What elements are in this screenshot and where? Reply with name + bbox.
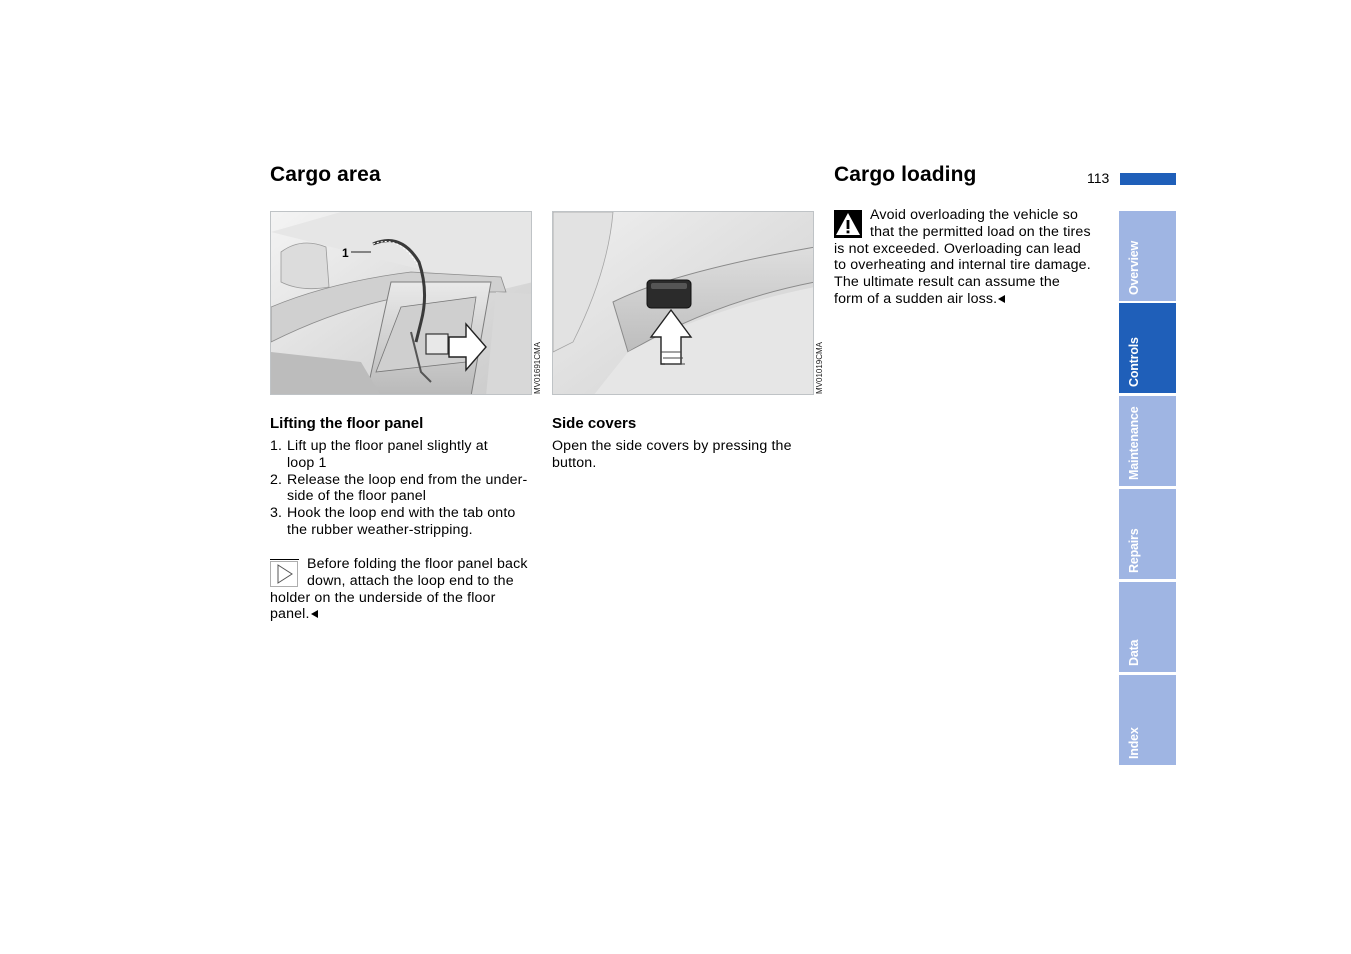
heading-lifting-floor-panel: Lifting the floor panel xyxy=(270,415,424,432)
paragraph-line: button. xyxy=(552,454,597,471)
tab-data[interactable] xyxy=(1119,582,1176,672)
warning-line: form of a sudden air loss. xyxy=(834,290,998,307)
note-line: holder on the underside of the floor xyxy=(270,589,496,606)
lifting-steps-list xyxy=(270,438,545,539)
note-line: down, attach the loop end to the xyxy=(307,572,514,589)
section-title-cargo-loading: Cargo loading xyxy=(834,163,977,186)
list-item xyxy=(270,438,545,472)
warning-line: is not exceeded. Overloading can lead xyxy=(834,240,1081,257)
figure-floor-panel-loop xyxy=(270,211,532,395)
step-text: loop 1 xyxy=(287,454,327,471)
tab-label: Index xyxy=(1127,727,1141,759)
tab-label: Overview xyxy=(1127,241,1141,295)
step-text: the rubber weather-stripping. xyxy=(287,521,473,538)
side-cover-illustration xyxy=(553,212,814,395)
floor-panel-illustration xyxy=(271,212,532,395)
list-item xyxy=(270,472,545,506)
note-text xyxy=(270,556,550,623)
end-mark-icon xyxy=(998,295,1005,303)
tab-label: Controls xyxy=(1127,337,1141,387)
warning-line: Avoid overloading the vehicle so xyxy=(870,207,1079,223)
figure-code-2: MV01019CMA xyxy=(815,341,824,394)
warning-line: to overheating and internal tire damage. xyxy=(834,257,1091,274)
tab-repairs[interactable] xyxy=(1119,489,1176,579)
step-number: 2. xyxy=(270,471,283,488)
step-number: 1. xyxy=(270,438,283,454)
step-text: side of the floor panel xyxy=(287,488,427,505)
page-number: 113 xyxy=(1087,170,1110,186)
step-text: Hook the loop end with the tab onto xyxy=(287,505,516,522)
warning-line: The ultimate result can assume the xyxy=(834,274,1060,291)
heading-side-covers: Side covers xyxy=(552,415,637,432)
list-item xyxy=(270,505,545,539)
tab-maintenance[interactable] xyxy=(1119,396,1176,486)
tab-controls[interactable] xyxy=(1119,303,1176,393)
figure-code-1: MV01691CMA xyxy=(533,341,542,394)
side-covers-text xyxy=(552,438,822,472)
step-text: Release the loop end from the under- xyxy=(287,471,528,488)
figure-callout-1: 1 xyxy=(342,246,349,260)
tab-label: Repairs xyxy=(1127,528,1141,573)
section-title-cargo-area: Cargo area xyxy=(270,163,381,186)
end-mark-icon xyxy=(311,610,318,618)
step-number: 3. xyxy=(270,505,283,522)
warning-line: that the permitted load on the tires xyxy=(870,223,1091,240)
tab-index[interactable] xyxy=(1119,675,1176,765)
paragraph-line: Open the side covers by pressing the xyxy=(552,438,792,454)
warning-text xyxy=(834,207,1109,308)
tab-label: Data xyxy=(1127,639,1141,666)
note-line: Before folding the floor panel back xyxy=(307,556,528,572)
figure-side-cover xyxy=(552,211,814,395)
note-line: panel. xyxy=(270,606,310,623)
tab-overview[interactable] xyxy=(1119,211,1176,301)
step-text: Lift up the floor panel slightly at xyxy=(287,438,488,454)
page-header-bar xyxy=(1120,173,1176,185)
tab-label: Maintenance xyxy=(1127,406,1141,480)
